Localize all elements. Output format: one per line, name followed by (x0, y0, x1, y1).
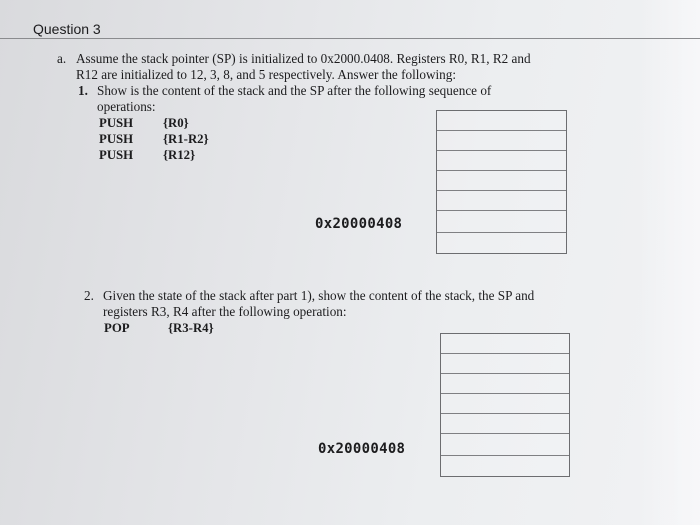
heading-divider (0, 38, 700, 39)
op-1-operand: {R0} (163, 116, 189, 130)
page-glare (640, 0, 700, 525)
stack-cell (437, 151, 566, 171)
item-1-line-1: Show is the content of the stack and the SP after the following sequence of (97, 83, 492, 98)
stack-cell (437, 111, 566, 131)
item-2-line-2: registers R3, R4 after the following operation: (103, 304, 347, 319)
stack-cell (437, 131, 566, 151)
stack-cell (437, 233, 566, 253)
stack-cell (437, 191, 566, 211)
sp-address-label-1: 0x20000408 (315, 216, 403, 232)
item-2-line-1: Given the state of the stack after part 1), show the content of the stack, the SP and (103, 288, 535, 303)
part-a-line-2: R12 are initialized to 12, 3, 8, and 5 respectively. Answer the following: (76, 67, 457, 82)
part-a-marker: a. (57, 51, 67, 66)
stack-cell (437, 211, 566, 233)
stack-cell (441, 456, 569, 476)
op-3-operand: {R12} (163, 148, 196, 162)
stack-cell (441, 354, 569, 374)
stack-cell (441, 374, 569, 394)
question-heading: Question 3 (33, 21, 101, 37)
stack-cell (441, 394, 569, 414)
op-2-mnemonic: PUSH (99, 132, 134, 146)
part-a-line-1: Assume the stack pointer (SP) is initialized to 0x2000.0408. Registers R0, R1, R2 and (76, 51, 531, 66)
item-2-number: 2. (84, 288, 94, 303)
op-3-mnemonic: PUSH (99, 148, 134, 162)
stack-cell (441, 414, 569, 434)
op-2-operand: {R1-R2} (163, 132, 209, 146)
stack-diagram-1 (436, 110, 567, 254)
stack-diagram-2 (440, 333, 570, 477)
item-1-number: 1. (78, 83, 88, 98)
pop-operand: {R3-R4} (168, 321, 214, 335)
pop-mnemonic: POP (104, 321, 130, 335)
sp-address-label-2: 0x20000408 (318, 441, 406, 457)
stack-cell (441, 434, 569, 456)
item-1-line-2: operations: (97, 99, 156, 114)
op-1-mnemonic: PUSH (99, 116, 134, 130)
stack-cell (441, 334, 569, 354)
stack-cell (437, 171, 566, 191)
